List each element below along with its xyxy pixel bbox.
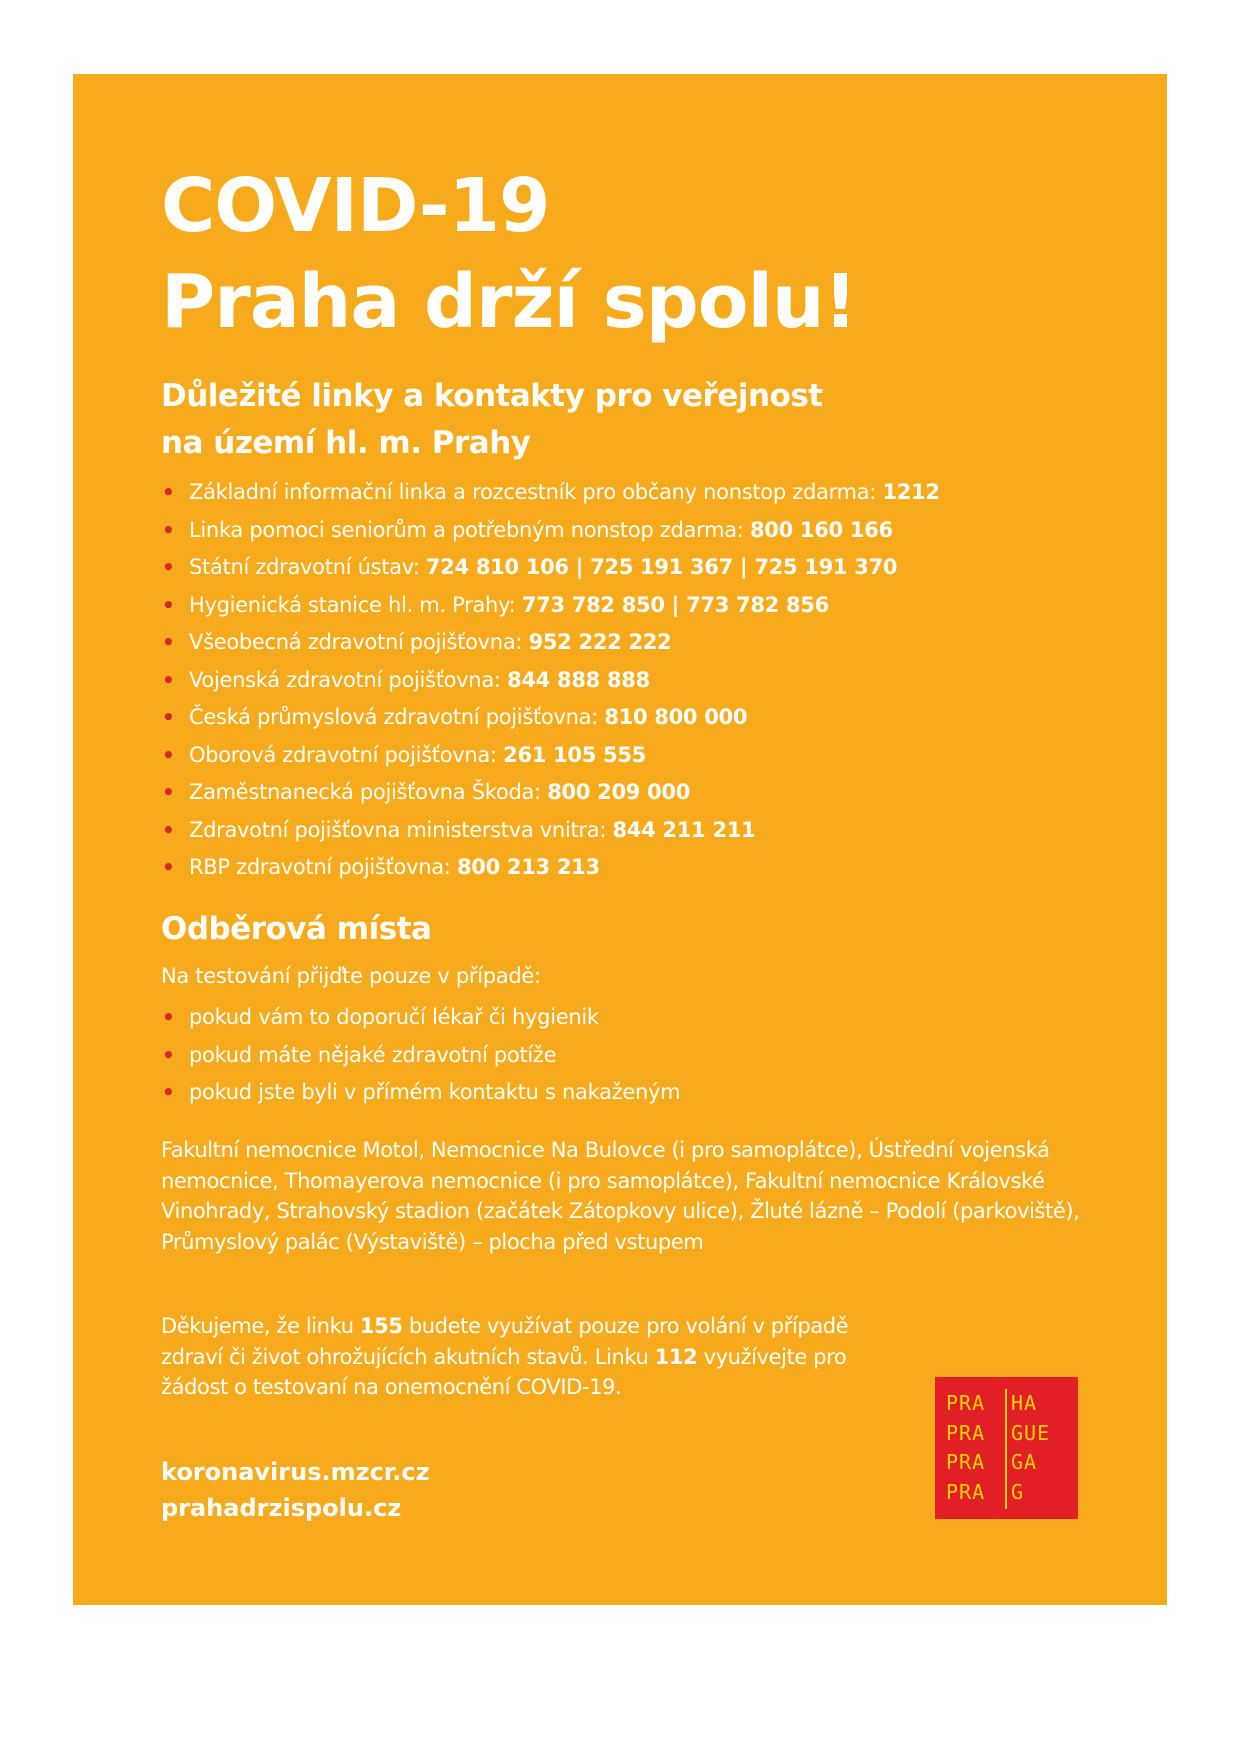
- contact-label: RBP zdravotní pojišťovna:: [189, 855, 451, 879]
- reason-text: pokud jste byli v přímém kontaktu s nakaženým: [189, 1080, 681, 1104]
- contacts-list: [161, 474, 940, 887]
- list-item: [161, 849, 940, 887]
- contacts-heading: [161, 373, 1061, 467]
- list-item: [161, 549, 940, 587]
- logo-text: GUE: [1011, 1420, 1051, 1445]
- contact-number: 773 782 850 | 773 782 856: [521, 592, 829, 617]
- contact-label: Oborová zdravotní pojišťovna:: [189, 742, 497, 767]
- bullet-icon: •: [162, 480, 175, 504]
- contact-number: 261 105 555: [503, 742, 646, 767]
- bullet-icon: •: [162, 630, 175, 654]
- list-item: [161, 587, 940, 625]
- emergency-number-112: 112: [654, 1344, 698, 1369]
- contact-number: 952 222 222: [528, 630, 672, 654]
- emergency-number-155: 155: [359, 1314, 403, 1338]
- contact-label: Základní informační linka a rozcestník pro občany nonstop zdarma:: [189, 480, 877, 504]
- logo-text: PRA: [946, 1479, 986, 1504]
- list-item: [161, 1037, 680, 1075]
- contact-number: 1212: [882, 480, 940, 504]
- page-title: [161, 158, 856, 350]
- contact-number: 810 800 000: [604, 705, 748, 729]
- contact-number: 800 160 166: [749, 517, 893, 542]
- praha-logo: [935, 1377, 1078, 1519]
- contact-number: 844 211 211: [612, 817, 756, 842]
- bullet-icon: •: [162, 555, 175, 579]
- logo-text: GA: [1011, 1450, 1038, 1474]
- contact-label: Hygienická stanice hl. m. Prahy:: [189, 592, 516, 617]
- title-line-2: Praha drží spolu!: [161, 259, 857, 345]
- poster: [73, 74, 1167, 1605]
- bullet-icon: •: [162, 780, 175, 804]
- logo-divider: [1005, 1389, 1007, 1509]
- contact-number: 844 888 888: [507, 667, 650, 692]
- web-links: [161, 1454, 430, 1526]
- testing-heading: Odběrová místa: [161, 911, 432, 947]
- testing-reasons-list: [161, 999, 680, 1112]
- title-line-1: COVID-19: [161, 163, 550, 249]
- testing-places: Fakultní nemocnice Motol, Nemocnice Na Bulovce (i pro samoplátce), Ústřední vojenská nemocnice, Thomayerova nemocnice (i pro samoplátce), Fakultní nemocnice Královské Vinohrady, Strahovský stadion (začátek Zátopkovy ulice), Žluté lázně – Podolí (parkoviště), Průmyslový palác (Výstaviště) – plocha před vstupem: [161, 1138, 1080, 1254]
- logo-text: PRA: [946, 1391, 986, 1415]
- list-item: [161, 474, 940, 512]
- contact-label: Všeobecná zdravotní pojišťovna:: [189, 630, 523, 654]
- link-prahadrzispolu[interactable]: prahadrzispolu.cz: [161, 1494, 402, 1522]
- link-koronavirus[interactable]: koronavirus.mzcr.cz: [161, 1458, 430, 1486]
- reason-text: pokud vám to doporučí lékař či hygienik: [189, 1005, 599, 1029]
- list-item: [161, 812, 940, 850]
- thanks-text-2: budete využívat pouze pro volání v případě zdraví či život ohrožujících akutních stavů. Linku: [161, 1314, 849, 1369]
- contacts-heading-line-1: Důležité linky a kontakty pro veřejnost: [161, 378, 823, 414]
- bullet-icon: •: [162, 1005, 175, 1029]
- reason-text: pokud máte nějaké zdravotní potíže: [189, 1042, 557, 1067]
- bullet-icon: •: [162, 517, 175, 542]
- list-item: [161, 999, 680, 1037]
- list-item: [161, 1074, 680, 1112]
- bullet-icon: •: [162, 742, 175, 767]
- contact-label: Vojenská zdravotní pojišťovna:: [189, 667, 501, 692]
- bullet-icon: •: [162, 855, 175, 879]
- list-item: [161, 774, 940, 812]
- thanks-text-1: Děkujeme, že linku: [161, 1314, 360, 1338]
- bullet-icon: •: [162, 667, 175, 692]
- contact-number: 800 209 000: [547, 780, 691, 804]
- list-item: [161, 737, 940, 775]
- thanks-text-3: využívejte pro žádost o testovaní na onemocnění COVID-19.: [161, 1344, 847, 1399]
- logo-text: PRA: [946, 1420, 986, 1445]
- contact-number: 724 810 106 | 725 191 367 | 725 191 370: [425, 555, 898, 579]
- thanks-paragraph: [161, 1311, 901, 1403]
- bullet-icon: •: [162, 1042, 175, 1067]
- logo-text: PRA: [946, 1450, 986, 1474]
- logo-text: G: [1011, 1479, 1025, 1504]
- logo-left-column: [946, 1389, 985, 1507]
- bullet-icon: •: [162, 1080, 175, 1104]
- list-item: [161, 624, 940, 662]
- bullet-icon: •: [162, 592, 175, 617]
- contact-label: Česká průmyslová zdravotní pojišťovna:: [189, 705, 598, 729]
- contact-label: Zaměstnanecká pojišťovna Škoda:: [189, 780, 541, 804]
- contact-label: Linka pomoci seniorům a potřebným nonstop zdarma:: [189, 517, 744, 542]
- list-item: [161, 512, 940, 550]
- contact-label: Zdravotní pojišťovna ministerstva vnitra:: [189, 817, 607, 842]
- testing-intro: Na testování přijďte pouze v případě:: [161, 964, 541, 988]
- list-item: [161, 699, 940, 737]
- logo-text: HA: [1011, 1391, 1038, 1415]
- logo-right-column: [1011, 1389, 1050, 1507]
- list-item: [161, 662, 940, 700]
- bullet-icon: •: [162, 705, 175, 729]
- bullet-icon: •: [162, 817, 175, 842]
- contact-label: Státní zdravotní ústav:: [189, 555, 420, 579]
- contacts-heading-line-2: na území hl. m. Prahy: [161, 425, 531, 461]
- contact-number: 800 213 213: [456, 855, 600, 879]
